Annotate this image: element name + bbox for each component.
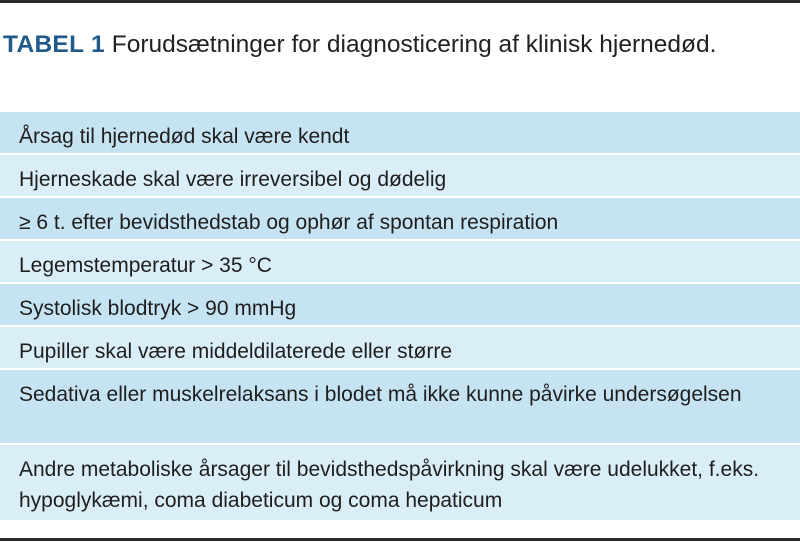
table-row: Systolisk blodtryk > 90 mmHg [0,284,800,327]
table-row: Sedativa eller muskelrelaksans i blodet må ikke kunne påvirke undersøgelsen [0,370,800,445]
table-title: Forudsætninger for diagnosticering af klinisk hjernedød. [111,31,717,58]
table-row: Årsag til hjernedød skal være kendt [0,112,800,155]
table-row: Pupiller skal være middeldilaterede eller større [0,327,800,370]
top-rule [0,0,800,3]
table-row: Andre metaboliske årsager til bevidsthedspåvirkning skal være udelukket, f.eks. hypoglykæmi, coma diabeticum og coma hepaticum [0,445,800,520]
table-row: ≥ 6 t. efter bevidsthedstab og ophør af spontan respiration [0,198,800,241]
table-label: TABEL 1 [3,31,105,58]
bottom-rule [0,538,800,541]
table-row: Hjerneskade skal være irreversibel og dødelig [0,155,800,198]
criteria-table [0,112,800,520]
table-caption [3,27,793,62]
table-row: Legemstemperatur > 35 °C [0,241,800,284]
